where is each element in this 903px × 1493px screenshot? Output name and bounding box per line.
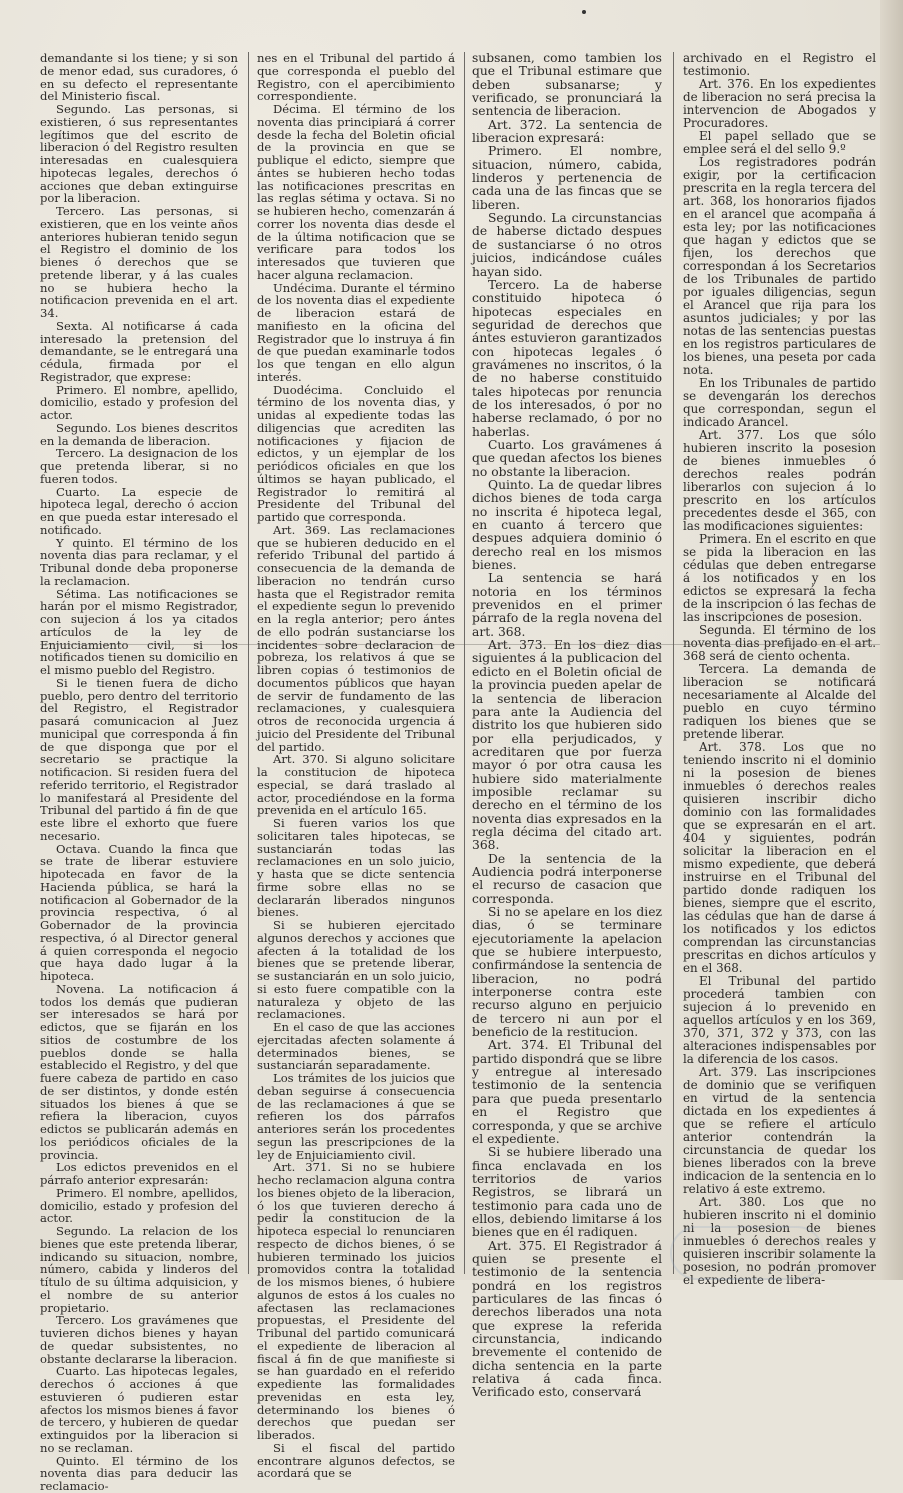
paragraph: Segundo. Las personas, si existieren, ó sus representantes legítimos que del escrito de liberacion ó del Registro resulten interesadas en cualesquiera hipotecas legales, derechos ó acciones que deban extinguirse por la liberacion. [40,102,238,206]
paragraph: Si no se apelare en los diez dias, ó se terminare ejecutoriamente la apelacion que se hubiere interpuesto, confirmándose la sentencia de liberacion, no podrá interponerse contra este recurso alguno en perjuicio de tercero ni aun por el beneficio de la restitucion. [472,905,663,1040]
text-column-4 [683,51,876,1287]
paragraph: Art. 378. Los que no teniendo inscrito ni el dominio ni la posesion de bienes inmuebles ó derechos reales quisieren inscribir dicho dominio con las formalidades que se expresarán en el art. 404 y siguientes, podrán solicitar la liberacion en el mismo expediente, que deberá instruirse en el Tribunal del partido donde radiquen los bienes, siempre que el escrito, las cédulas que han de darse á los notificados y los edictos comprendan las circunstancias prescritas en dichos artículos y en el 368. [683,740,876,975]
paragraph: El papel sellado que se emplee será el del sello 9.º [683,129,876,156]
paragraph: Si fueren varios los que solicitaren tales hipotecas, se sustanciarán todas las reclamaciones en un solo juicio, y hasta que se dicte sentencia firme sobre ellas no se declararán liberados ningunos bienes. [257,816,455,920]
text-column-2 [257,51,455,1481]
paragraph: Si le tienen fuera de dicho pueblo, pero dentro del territorio del Registro, el Registrador pasará comunicacion al Juez municipal que corresponda á fin de que disponga que por el secretario se practique la notificacion. Si residen fuera del referido territorio, el Registrador lo manifestará al Presidente del Tribunal del partido á fin de que este libre el exhorto que fuere necesario. [40,675,238,843]
paragraph: Segunda. El término de los noventa dias prefijado en el art. 368 será de ciento ochenta. [683,623,876,663]
paragraph: El Tribunal del partido procederá tambien con sujecion á lo prevenido en aquellos artículos y en los 369, 370, 371, 372 y 373, con las alteraciones indispensables por la diferencia de los casos. [683,974,876,1066]
paragraph: Primero. El nombre, apellidos, domicilio, estado y profesion del actor. [40,1185,238,1226]
paragraph: Tercero. La designacion de los que pretenda liberar, si no fueren todos. [40,446,238,486]
paragraph: Art. 369. Las reclamaciones que se hubieren deducido en el referido Tribunal del partido á consecuencia de la demanda de liberacion no tendrán curso hasta que el Registrador remita el expediente segun lo prevenido en la regla anterior; pero ántes de ello podrán sustanciarse los incidentes sobre declaracion de pobreza, los relativos á que se libren copias ó testimonios de documentos públicos que hayan de servir de fundamento de las reclamaciones, y cualesquiera otros de reconocida urgencia á juicio del Presidente del Tribunal del partido. [257,522,455,754]
paragraph: Art. 371. Si no se hubiere hecho reclamacion alguna contra los bienes objeto de la liberacion, ó los que tuvieren derecho á pedir la constitucion de la hipoteca especial lo renunciaren respecto de dichos bienes, ó se hubieren terminado los juicios promovidos contra la totalidad de los mismos bienes, ó hubiere algunos de estos á los cuales no afectasen las reclamaciones propuestas, el Presidente del Tribunal del partido comunicará el expediente de liberacion al fiscal á fin de que manifieste si se han guardado en el referido expediente las formalidades prevenidas en esta ley, determinando los bienes ó derechos que puedan ser liberados. [257,1160,455,1442]
paragraph: Undécima. Durante el término de los noventa dias el expediente de liberacion estará de manifiesto en la oficina del Registrador que lo instruya á fin de que puedan examinarle todos los que tengan en ello algun interés. [257,280,455,384]
paragraph: Quinto. El término de los noventa dias para deducir las reclamacio- [40,1453,238,1493]
paragraph: Art. 379. Las inscripciones de dominio que se verifiquen en virtud de la sentencia dictada en los expedientes á que se refiere el artículo anterior contendrán la circunstancia de quedar los bienes liberados con la breve indicacion de la sentencia en lo relativo á este extremo. [683,1065,876,1196]
paragraph: En los Tribunales de partido se devengarán los derechos que correspondan, segun el indicado Arancel. [683,376,876,429]
paragraph: Los trámites de los juicios que deban seguirse á consecuencia de las reclamaciones á que se refieren los dos párrafos anteriores serán los procedentes segun las prescripciones de la ley de Enjuiciamiento civil. [257,1071,455,1162]
paragraph: Los edictos prevenidos en el párrafo anterior expresarán: [40,1160,238,1187]
paragraph: Si el fiscal del partido encontrare algunos defectos, se acordará que se [257,1440,455,1481]
paragraph: Duodécima. Concluido el término de los noventa dias, y unidas al expediente todas las diligencias que acrediten las notificaciones y fijacion de edictos, y un ejemplar de los periódicos oficiales en que los últimos se hayan publicado, el Registrador lo remitirá al Presidente del Tribunal del partido que corresponda. [257,382,455,524]
paragraph: Tercero. Las personas, si existieren, que en los veinte años anteriores hubieran tenido segun el Registro el dominio de los bienes ó derechos que se pretende liberar, y á las cuales no se hubiera hecho la notificacion prevenida en el art. 34. [40,204,238,320]
column-rule [248,52,249,1274]
paragraph: demandante si los tiene; y si son de menor edad, sus curadores, ó en su defecto el representante del Ministerio fiscal. [40,51,238,104]
paragraph: Cuarto. Los gravámenes á que quedan afectos los bienes no obstante la liberacion. [472,437,662,479]
paragraph: Primera. En el escrito en que se pida la liberacion en las cédulas que deben entregarse á los notificados y en los edictos se expresará la fecha de la inscripcion ó las fechas de las inscripciones de posesion. [683,532,876,624]
paragraph: Si se hubieren ejercitado algunos derechos y acciones que afecten á la totalidad de los bienes que se pretende liberar, se sustanciarán en un solo juicio, si esto fuere compatible con la naturaleza y objeto de las reclamaciones. [257,918,455,1022]
paragraph: Cuarto. Las hipotecas legales, derechos ó acciones á que estuvieren ó pudieren estar afectos los mismos bienes á favor de tercero, y hubieren de quedar extinguidos por la liberacion si no se reclaman. [40,1364,238,1455]
paragraph: Tercero. La de haberse constituido hipoteca ó hipotecas especiales en seguridad de derechos que ántes estuvieron garantizados con hipotecas legales ó gravámenes no inscritos, ó la de no haberse constituido tales hipotecas por renuncia de los interesados, ó por no haberse reclamado, ó por no haberlas. [472,277,662,439]
paragraph: Art. 370. Si alguno solicitare la constitucion de hipoteca especial, se dará traslado al actor, procediéndose en la forma prevenida en el artículo 165. [257,752,455,818]
paragraph: De la sentencia de la Audiencia podrá interponerse el recurso de casacion que corresponda. [472,851,662,906]
page-edge [880,0,903,1280]
paragraph: En el caso de que las acciones ejercitadas afecten solamente á determinados bienes, se sustanciarán separadamente. [257,1020,455,1073]
paragraph: Sexta. Al notificarse á cada interesado la pretension del demandante, se le entregará una cédula, firmada por el Registrador, que exprese: [40,318,238,384]
paragraph: Octava. Cuando la finca que se trate de liberar estuviere hipotecada en favor de la Hacienda pública, se hará la notificacion al Gobernador de la provincia respectiva, ó al Gobernador de la provincia respectiva, ó al Director general á quien corresponda el negocio que haya dado lugar á la hipoteca. [40,841,238,983]
paragraph: La sentencia se hará notoria en los términos prevenidos en el primer párrafo de la regla novena del art. 368. [472,571,662,639]
column-rule [673,52,674,1274]
paragraph: Art. 380. Los que no hubieren inscrito ni el dominio ni la posesion de bienes inmuebles ó derechos reales y quisieren inscribir solamente la posesion, no podrán promover el expediente de libera- [683,1195,876,1287]
paragraph: Si se hubiere liberado una finca enclavada en los territorios de varios Registros, se librará un testimonio para cada uno de ellos, debiendo limitarse á los bienes que en él radiquen. [472,1145,662,1240]
paragraph: Primero. El nombre, situacion, número, cabida, linderos y pertenencia de cada una de las fincas que se liberen. [472,144,662,212]
text-column-3 [472,51,663,1400]
paragraph: Cuarto. La especie de hipoteca legal, derecho ó accion en que pueda estar interesado el notificado. [40,484,238,537]
paragraph: Tercera. La demanda de liberacion se notificará necesariamente al Alcalde del pueblo en cuyo término radiquen los bienes que se pretende liberar. [683,662,876,741]
paragraph: Y quinto. El término de los noventa dias para reclamar, y el Tribunal donde deba proponerse la reclamacion. [40,535,238,588]
paragraph: Tercero. Los gravámenes que tuvieren dichos bienes y hayan de quedar subsistentes, no obstante declararse la liberacion. [40,1313,238,1366]
library-stamp [670,1226,824,1280]
ink-dot [582,10,586,14]
paragraph: Segundo. La relacion de los bienes que este pretenda liberar, indicando su situacion, nombre, número, cabida y linderos del título de su última adquisicion, y el nombre de su anterior propietario. [40,1224,238,1315]
paragraph: Art. 372. La sentencia de liberacion expresará: [472,117,662,146]
paragraph: Segundo. Los bienes descritos en la demanda de liberacion. [40,420,238,448]
paragraph: Art. 373. En los diez dias siguientes á la publicacion del edicto en el Boletin oficial de la provincia pueden apelar de la sentencia de liberacion para ante la Audiencia del distrito los que hubieren sido por ella perjudicados, y acreditaren que por fuerza mayor ó por otra causa les hubiere sido materialmente imposible reclamar su derecho en el término de los noventa dias expresados en la regla décima del citado art. 368. [472,638,662,853]
paragraph: Art. 376. En los expedientes de liberacion no será precisa la intervencion de Abogados y Procuradores. [683,77,876,130]
paragraph: nes en el Tribunal del partido á que corresponda el pueblo del Registro, con el apercibimiento correspondiente. [257,51,455,104]
paragraph: Quinto. La de quedar libres dichos bienes de toda carga no inscrita é hipoteca legal, en cuanto á tercero que despues adquiera dominio ó derecho real en los mismos bienes. [472,478,662,573]
paper-fold-line [40,644,880,645]
paragraph: Novena. La notificacion á todos los demás que pudieran ser interesados se hará por edictos, que se fijarán en los sitios de costumbre de los pueblos donde se halla establecido el Registro, y del que fuere cabeza de partido en caso de ser distintos, y donde estén situados los bienes á que se refiera la liberacion, cuyos edictos se publicarán además en los periódicos oficiales de la provincia. [40,981,238,1162]
paragraph: Los registradores podrán exigir, por la certificacion prescrita en la regla tercera del art. 368, los honorarios fijados en el arancel que acompaña á esta ley; por las notificaciones que hagan y edictos que se fijen, los derechos que correspondan á los Secretarios de los Tribunales de partido por iguales diligencias, segun el Arancel que rija para los asuntos judiciales; y por las notas de las sentencias puestas en los registros particulares de los bienes, una peseta por cada nota. [683,155,876,377]
paragraph: archivado en el Registro el testimonio. [683,51,876,78]
paragraph: Art. 374. El Tribunal del partido dispondrá que se libre y entregue al interesado testimonio de la sentencia para que pueda presentarlo en el Registro que corresponda, y que se archive el expediente. [472,1038,662,1146]
paragraph: Art. 375. El Registrador á quien se presente el testimonio de la sentencia pondrá en los registros particulares de las fincas ó derechos liberados una nota que exprese la referida circunstancia, indicando brevemente el contenido de dicha sentencia en la parte relativa á cada finca. Verificado esto, conservará [472,1238,662,1400]
paragraph: subsanen, como tambien los que el Tribunal estimare que deben subsanarse; y verificado, se pronunciará la sentencia de liberacion. [472,51,662,119]
column-rule [464,52,465,1274]
paragraph: Primero. El nombre, apellido, domicilio, estado y profesion del actor. [40,382,238,422]
paragraph: Art. 377. Los que sólo hubieren inscrito la posesion de bienes inmuebles ó derechos reales podrán liberarlos con sujecion á lo prescrito en los artículos precedentes desde el 365, con las modificaciones siguientes: [683,428,876,533]
paragraph: Segundo. La circunstancias de haberse dictado despues de sustanciarse ó no otros juicios, indicándose cuáles hayan sido. [472,211,662,279]
paragraph: Décima. El término de los noventa dias principiará á correr desde la fecha del Boletin oficial de la provincia en que se publique el edicto, siempre que ántes se hubieren hecho todas las notificaciones prescritas en las reglas sétima y octava. Si no se hubieren hecho, comenzarán á correr los noventa dias desde el de la última notificacion que se verificare para todos los interesados que tuvieren que hacer alguna reclamacion. [257,102,455,282]
paragraph: Sétima. Las notificaciones se harán por el mismo Registrador, con sujecion á los ya citados artículos de la ley de Enjuiciamiento civil, si los notificados tienen su domicilio en el mismo pueblo del Registro. [40,586,238,677]
text-column-1 [40,51,238,1493]
